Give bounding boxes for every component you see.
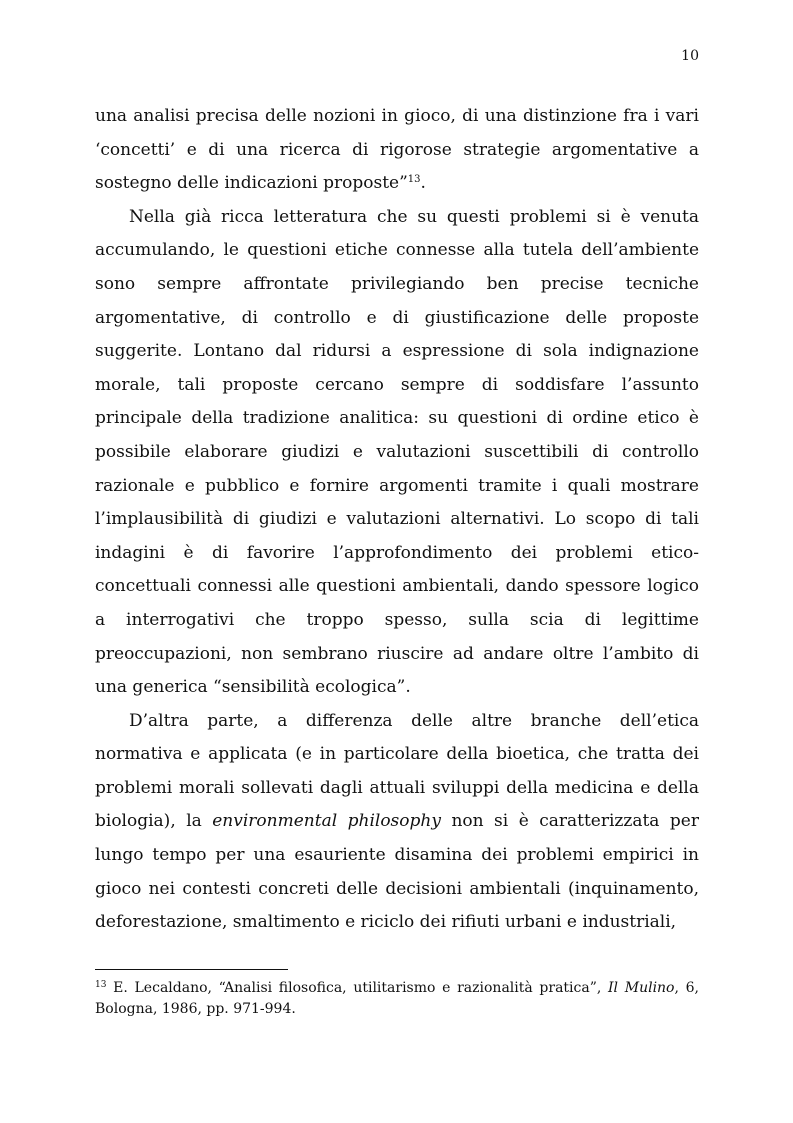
footnote-separator xyxy=(95,969,288,970)
footnote-reference: 13 xyxy=(407,174,421,186)
page-number: 10 xyxy=(681,48,699,64)
footnote xyxy=(95,978,699,1020)
paragraph-1 xyxy=(95,100,699,201)
footnote-number: 13 xyxy=(95,980,107,990)
footnote-text-end: , 6, Bologna, 1986, pp. 971-994. xyxy=(95,980,700,1017)
paragraph-1-text: una analisi precisa delle nozioni in gioco, di una distinzione fra i vari ‘concetti’ e di una ricerca di rigorose strategie argomentative a sostegno delle indicazioni proposte” xyxy=(95,106,699,194)
paragraph-3 xyxy=(95,705,699,940)
body-text xyxy=(95,100,699,940)
paragraph-2: Nella già ricca letteratura che su questi problemi si è venuta accumulando, le questioni etiche connesse alla tutela dell’ambiente sono sempre affrontate privilegiando ben precise tecniche argomentative, di controllo e di giustificazione delle proposte suggerite. Lontano dal ridursi a espressione di sola indignazione morale, tali proposte cercano sempre di soddisfare l’assunto principale della tradizione analitica: su questioni di ordine etico è possibile elaborare giudizi e valutazioni suscettibili di controllo razionale e pubblico e fornire argomenti tramite i quali mostrare l’implausibilità di giudizi e valutazioni alternativi. Lo scopo di tali indagini è di favorire l’approfondimento dei problemi etico-concettuali connessi alle questioni ambientali, dando spessore logico a interrogativi che troppo spesso, sulla scia di legittime preoccupazioni, non sembrano riuscire ad andare oltre l’ambito di una generica “sensibilità ecologica”. xyxy=(95,206,699,698)
footnote-journal-title: Il Mulino xyxy=(608,980,675,996)
footnote-text-start: E. Lecaldano, “Analisi filosofica, utilitarismo e razionalità pratica”, xyxy=(106,980,609,996)
paragraph-3-start: D’altra parte, a differenza delle altre branche dell’etica normativa e applicata (e in particolare della bioetica, che tratta dei problemi morali sollevati dagli attuali sviluppi della medicina e della biologia), la xyxy=(95,710,699,832)
paragraph-1-end: . xyxy=(420,173,426,194)
paragraph-3-italic-term: environmental philosophy xyxy=(212,811,441,832)
paragraph-3-end: non si è caratterizzata per lungo tempo per una esauriente disamina dei problemi empirici in gioco nei contesti concreti delle decisioni ambientali (inquinamento, deforestazione, smaltimento e riciclo dei rifiuti urbani e industriali, xyxy=(95,811,699,933)
